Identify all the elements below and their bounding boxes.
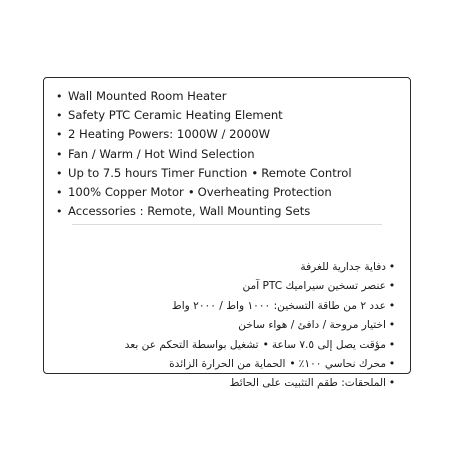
feature-text: مؤقت يصل إلى ٧.٥ ساعة [271, 338, 386, 351]
section-divider [72, 224, 382, 225]
list-item [125, 335, 398, 354]
list-item [56, 183, 352, 202]
bullet-icon: • [56, 166, 63, 180]
feature-text: Remote Control [261, 165, 352, 180]
bullet-icon: • [388, 298, 396, 312]
feature-text: الملحقات: طقم التثبيت على الحائط [229, 377, 386, 390]
bullet-icon: • [56, 147, 63, 161]
bullet-icon: • [56, 109, 63, 123]
feature-text: محرك نحاسي ١٠٠٪ [298, 357, 386, 370]
list-item [56, 202, 352, 221]
feature-text: الحماية من الحرارة الزائدة [169, 357, 286, 370]
feature-text: Accessories : Remote, Wall Mounting Sets [68, 204, 311, 219]
list-item [56, 106, 352, 125]
bullet-icon: • [187, 184, 195, 199]
feature-text: 100% Copper Motor [68, 184, 184, 199]
bullet-icon: • [56, 205, 63, 219]
feature-text: Overheating Protection [197, 184, 332, 199]
bullet-icon: • [388, 337, 396, 351]
feature-text: عنصر تسخين سيراميك PTC آمن [242, 280, 386, 293]
feature-text: اختيار مروحة / دافئ / هواء ساخن [238, 319, 386, 332]
list-item [125, 257, 398, 276]
list-item [56, 145, 352, 164]
bullet-icon: • [289, 357, 296, 370]
bullet-icon: • [56, 185, 63, 199]
list-item [56, 87, 352, 106]
feature-text: Safety PTC Ceramic Heating Element [68, 108, 283, 123]
feature-text: تشغيل بواسطة التحكم عن بعد [124, 338, 259, 351]
list-item [56, 125, 352, 144]
bullet-icon: • [56, 90, 63, 103]
english-feature-list [56, 87, 352, 221]
list-item [125, 276, 398, 295]
feature-text: Up to 7.5 hours Timer Function [68, 165, 248, 180]
list-item [125, 373, 398, 392]
feature-text: Fan / Warm / Hot Wind Selection [68, 146, 255, 161]
list-item [125, 315, 398, 334]
bullet-icon: • [388, 279, 396, 293]
list-item [125, 296, 398, 315]
bullet-icon: • [262, 338, 269, 351]
bullet-icon: • [388, 318, 396, 332]
feature-text: 2 Heating Powers: 1000W / 2000W [68, 127, 271, 142]
feature-text: Wall Mounted Room Heater [68, 89, 227, 103]
list-item [56, 164, 352, 183]
bullet-icon: • [388, 260, 396, 273]
list-item [125, 354, 398, 373]
bullet-icon: • [388, 356, 396, 370]
bullet-icon: • [251, 165, 259, 180]
bullet-icon: • [388, 376, 396, 390]
feature-text: دفاية جدارية للغرفة [300, 261, 386, 273]
arabic-feature-list [125, 257, 398, 393]
spec-label-card [43, 77, 411, 390]
bullet-icon: • [56, 128, 63, 142]
feature-text: عدد ٢ من طاقة التسخين: ١٠٠٠ واط / ٢٠٠٠ واط [171, 299, 386, 312]
